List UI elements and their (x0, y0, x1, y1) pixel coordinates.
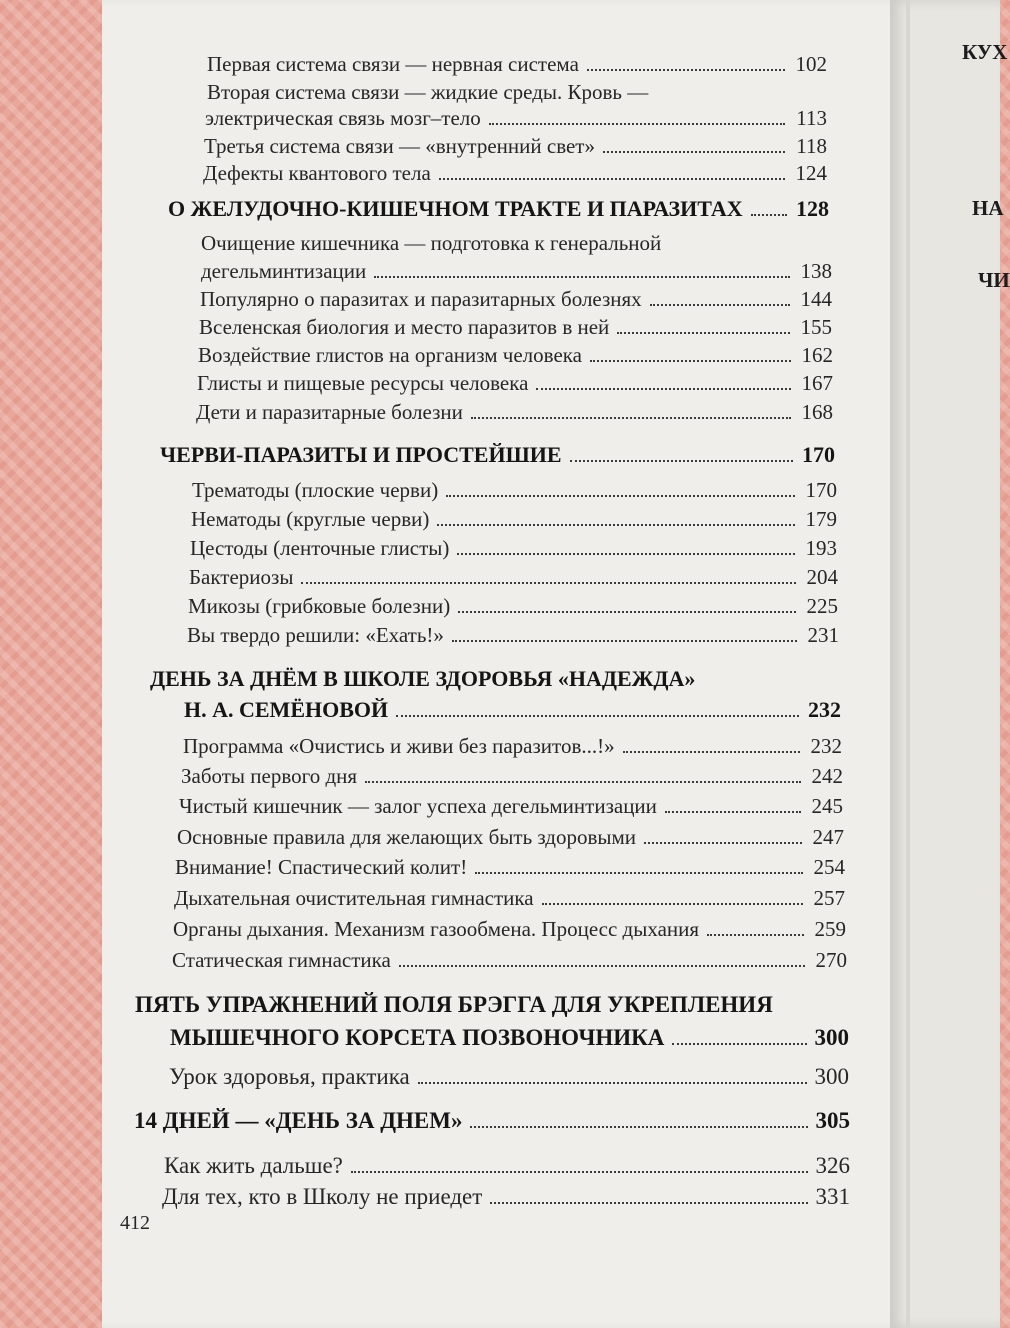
toc-entry (207, 52, 827, 77)
toc-entry (192, 478, 837, 503)
toc-entry-page: 138 (800, 259, 832, 283)
toc-section-page: 300 (814, 1025, 849, 1050)
toc-entry-title: Нематоды (круглые черви) (191, 507, 430, 531)
leader-dots (707, 933, 804, 936)
leader-dots (452, 639, 797, 642)
toc-entry-title: Бактериозы (189, 565, 294, 589)
leader-dots (644, 841, 802, 844)
toc-entry (174, 886, 845, 911)
toc-entry (175, 855, 845, 880)
toc-section-title: ЧЕРВИ-ПАРАЗИТЫ И ПРОСТЕЙШИЕ (160, 442, 562, 467)
toc-entry-title: Органы дыхания. Механизм газообмена. Процесс дыхания (173, 917, 700, 941)
leader-dots (470, 1125, 807, 1128)
toc-entry-title: Вы твердо решили: «Ехать!» (187, 623, 444, 647)
toc-entry-page: 225 (806, 594, 838, 618)
toc-entry (203, 161, 827, 186)
toc-entry-page: 170 (805, 478, 837, 502)
leader-dots (446, 494, 795, 497)
toc-section-page: 128 (796, 196, 829, 221)
leader-dots (301, 581, 796, 584)
toc-entry (162, 1184, 850, 1210)
toc-entry-title: Глисты и пищевые ресурсы человека (197, 371, 529, 395)
toc-entry-page: 168 (801, 400, 833, 424)
toc-entry (179, 794, 843, 819)
leader-dots (650, 303, 790, 306)
toc-entry-page: 326 (815, 1153, 850, 1178)
toc-entry (191, 507, 837, 532)
leader-dots (439, 177, 785, 180)
toc-entry (187, 623, 839, 648)
leader-dots (603, 150, 785, 153)
leader-dots (475, 871, 803, 874)
leader-dots (490, 1201, 807, 1204)
toc-entry-title: Трематоды (плоские черви) (192, 478, 439, 502)
toc-entry-title: электрическая связь мозг–тело (205, 106, 481, 130)
leader-dots (672, 1042, 806, 1045)
toc-entry (200, 287, 832, 312)
toc-entry-page: 204 (806, 565, 838, 589)
toc-entry-title: Первая система связи — нервная система (207, 52, 579, 76)
toc-entry (190, 536, 837, 561)
toc-section-title-line: ДЕНЬ ЗА ДНЁМ В ШКОЛЕ ЗДОРОВЬЯ «НАДЕЖДА» (150, 666, 696, 691)
toc-entry-title-line: Очищение кишечника — подготовка к генеральной (201, 231, 662, 255)
toc-entry-title: Программа «Очистись и живи без паразитов...!» (183, 734, 615, 758)
toc-entry-title: дегельминтизации (201, 259, 367, 283)
toc-entry-page: 118 (796, 134, 827, 158)
leader-dots (587, 68, 785, 71)
toc-section-title-line: ПЯТЬ УПРАЖНЕНИЙ ПОЛЯ БРЭГГА ДЛЯ УКРЕПЛЕНИЯ (135, 992, 773, 1017)
toc-section-title: МЫШЕЧНОГО КОРСЕТА ПОЗВОНОЧНИКА (170, 1025, 665, 1050)
toc-entry-page: 102 (795, 52, 827, 76)
leader-dots (665, 810, 801, 813)
leader-dots (623, 750, 800, 753)
toc-entry (198, 343, 833, 368)
toc-entry-title: Воздействие глистов на организм человека (198, 343, 582, 367)
toc-entry-title: Урок здоровья, практика (169, 1064, 410, 1089)
toc-entry-page: 254 (813, 855, 845, 879)
toc-entry-page: 167 (801, 371, 833, 395)
toc-entry (201, 259, 832, 284)
toc-entry-page: 300 (814, 1064, 849, 1089)
toc-entry-title: Статическая гимнастика (172, 948, 391, 972)
toc-entry-title: Микозы (грибковые болезни) (188, 594, 451, 618)
toc-entry-page: 232 (810, 734, 842, 758)
toc-section-heading (184, 697, 841, 723)
toc-entry-page: 247 (812, 825, 844, 849)
toc-entry-title: Третья система связи — «внутренний свет» (204, 134, 595, 158)
toc-section-page: 170 (802, 442, 835, 467)
toc-entry-page: 242 (811, 764, 843, 788)
next-page-word-1: КУХ (962, 40, 1008, 64)
toc-entry (173, 917, 846, 942)
leader-dots (536, 387, 791, 390)
toc-entry-page: 259 (814, 917, 846, 941)
toc-entry-title: Вселенская биология и место паразитов в ней (199, 315, 610, 339)
toc-section-heading (168, 196, 829, 222)
page-gutter (906, 0, 910, 1328)
toc-entry-title: Дети и паразитарные болезни (196, 400, 463, 424)
toc-entry-page: 270 (815, 948, 847, 972)
toc-entry-page: 155 (800, 315, 832, 339)
toc-entry-page: 162 (801, 343, 833, 367)
toc-entry (177, 825, 844, 850)
toc-entry (183, 734, 842, 759)
toc-entry-page: 193 (805, 536, 837, 560)
toc-entry (196, 400, 833, 425)
leader-dots (365, 780, 801, 783)
leader-dots (471, 416, 791, 419)
leader-dots (399, 964, 805, 967)
toc-entry-title: Для тех, кто в Школу не приедет (162, 1184, 483, 1209)
toc-entry-title: Основные правила для желающих быть здоровыми (177, 825, 637, 849)
leader-dots (418, 1081, 807, 1084)
leader-dots (590, 359, 791, 362)
leader-dots (489, 122, 785, 125)
leader-dots (437, 523, 795, 526)
toc-entry (204, 134, 827, 159)
leader-dots (570, 459, 793, 462)
next-page-word-2: НА (972, 196, 1004, 220)
toc-entry-title: Внимание! Спастический колит! (175, 855, 468, 879)
leader-dots (396, 714, 799, 717)
page-number: 412 (120, 1212, 150, 1234)
toc-entry (172, 948, 847, 973)
toc-entry (188, 594, 838, 619)
toc-entry-title: Дефекты квантового тела (203, 161, 431, 185)
toc-entry-page: 245 (811, 794, 843, 818)
leader-dots (617, 331, 790, 334)
toc-entry (181, 764, 843, 789)
toc-section-heading (134, 1108, 850, 1134)
toc-entry-page: 113 (796, 106, 827, 130)
toc-entry-page: 231 (807, 623, 839, 647)
toc-entry-title: Как жить дальше? (164, 1153, 343, 1178)
leader-dots (457, 552, 795, 555)
leader-dots (751, 213, 787, 216)
leader-dots (458, 610, 796, 613)
toc-entry (199, 315, 832, 340)
toc-entry-title: Цестоды (ленточные глисты) (190, 536, 450, 560)
toc-entry-title-line: Вторая система связи — жидкие среды. Кровь — (207, 80, 649, 104)
toc-entry (197, 371, 833, 396)
toc-entry (164, 1153, 850, 1179)
leader-dots (374, 275, 790, 278)
toc-entry (169, 1064, 849, 1090)
toc-entry-title: Популярно о паразитах и паразитарных болезнях (200, 287, 642, 311)
toc-section-page: 305 (815, 1108, 850, 1133)
toc-section-page: 232 (808, 697, 841, 722)
toc-entry-page: 179 (805, 507, 837, 531)
next-page-word-3: ЧИ (978, 268, 1010, 292)
leader-dots (542, 902, 803, 905)
toc-section-heading (170, 1025, 849, 1051)
toc-section-title: О ЖЕЛУДОЧНО-КИШЕЧНОМ ТРАКТЕ И ПАРАЗИТАХ (168, 196, 743, 221)
toc-entry (205, 106, 827, 131)
toc-entry-page: 144 (800, 287, 832, 311)
toc-section-title: Н. А. СЕМЁНОВОЙ (184, 697, 389, 722)
toc-entry-title: Дыхательная очистительная гимнастика (174, 886, 534, 910)
toc-entry-page: 124 (795, 161, 827, 185)
toc-entry-title: Чистый кишечник — залог успеха дегельминтизации (179, 794, 657, 818)
toc-entry-page: 331 (815, 1184, 850, 1209)
toc-entry (189, 565, 838, 590)
toc-entry-title: Заботы первого дня (181, 764, 358, 788)
toc-section-heading (160, 442, 835, 468)
leader-dots (351, 1170, 808, 1173)
toc-entry-page: 257 (813, 886, 845, 910)
toc-section-title: 14 ДНЕЙ — «ДЕНЬ ЗА ДНЕМ» (134, 1108, 463, 1133)
